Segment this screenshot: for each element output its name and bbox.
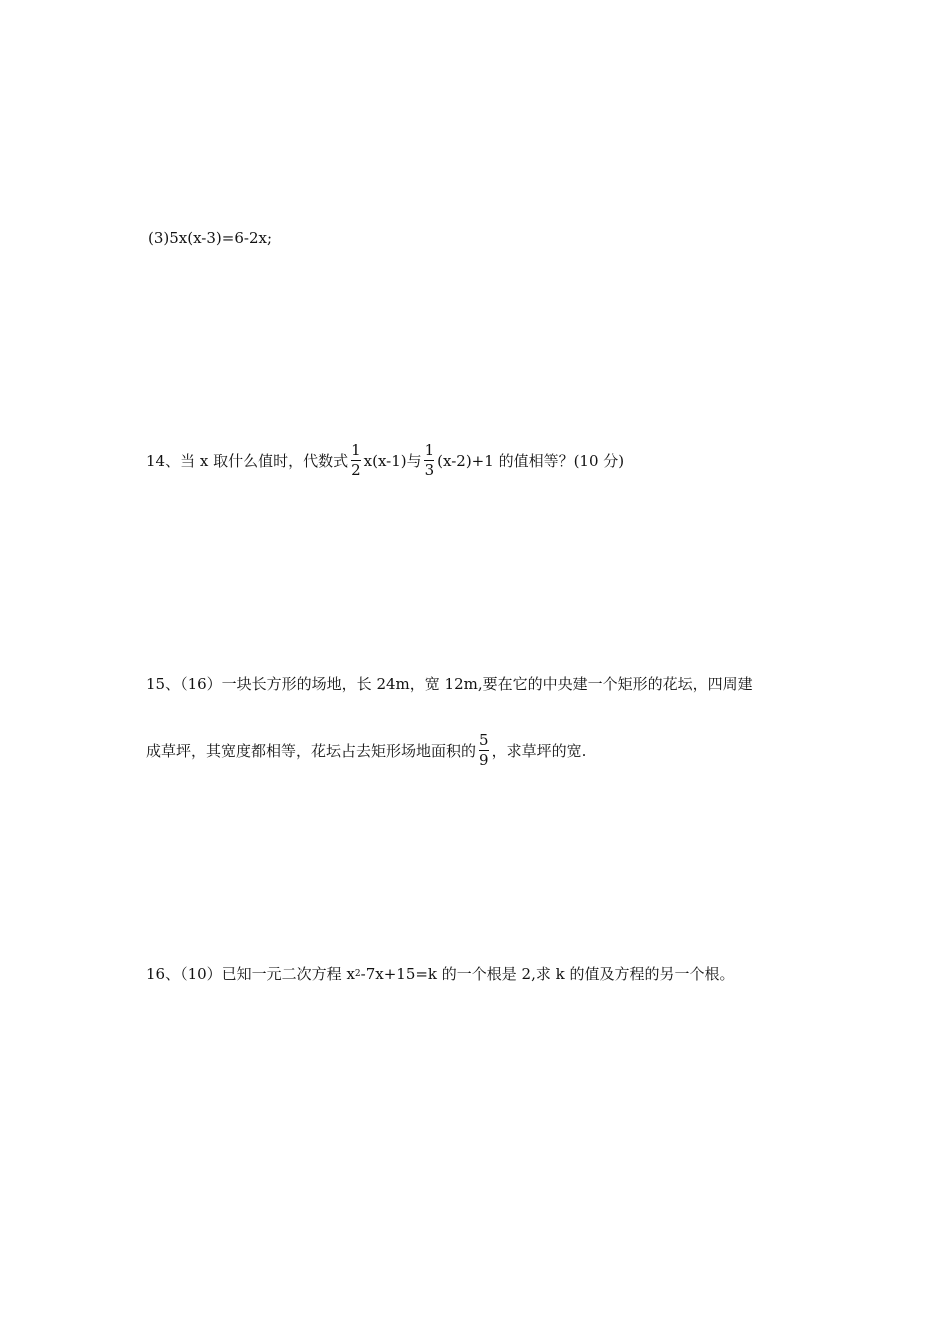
question-13-3 <box>148 228 272 248</box>
fraction-numerator: 5 <box>479 731 489 749</box>
question-15-line-1 <box>146 674 753 694</box>
question-16-suffix: -7x+15=k 的一个根是 2,求 k 的值及方程的另一个根。 <box>360 965 735 983</box>
question-13-3-text: (3)5x(x-3)=6-2x; <box>148 229 272 247</box>
question-15-line-2 <box>146 732 586 769</box>
question-15-text-2-prefix: 成草坪，其宽度都相等，花坛占去矩形场地面积的 <box>146 741 477 760</box>
fraction-denominator: 2 <box>351 461 361 479</box>
question-14-prefix: 14、当 x 取什么值时，代数式 <box>146 451 349 470</box>
fraction-one-half <box>350 442 362 479</box>
fraction-numerator: 1 <box>424 441 435 459</box>
fraction-denominator: 9 <box>479 751 489 769</box>
fraction-one-third <box>424 442 436 479</box>
question-14-middle: x(x-1)与 <box>363 451 422 470</box>
fraction-numerator: 1 <box>351 441 361 459</box>
question-14 <box>146 442 624 479</box>
question-16: 16、（10）已知一元二次方程 x 2 -7x+15=k 的一个根是 2,求 k 的值及方程的另一个根。 <box>146 965 735 983</box>
fraction-denominator: 3 <box>424 461 435 479</box>
question-14-suffix: (x-2)+1 的值相等？(10 分) <box>437 451 625 470</box>
question-16-prefix: 16、（10）已知一元二次方程 x <box>146 965 355 983</box>
question-15-text-2-suffix: ，求草坪的宽. <box>491 741 587 760</box>
question-15-text-1: 15、（16）一块长方形的场地，长 24m，宽 12m,要在它的中央建一个矩形的花坛，四周建 <box>146 675 753 693</box>
fraction-five-ninths <box>478 732 490 769</box>
